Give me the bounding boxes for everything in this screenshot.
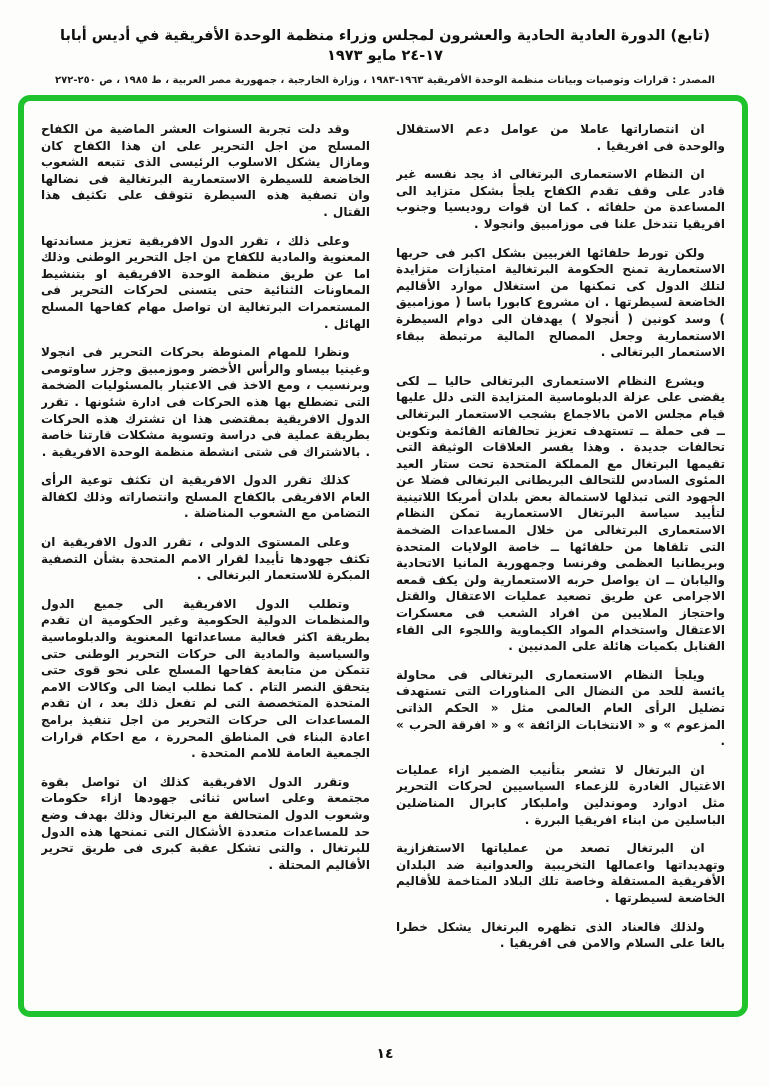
two-column-text [24, 101, 742, 1011]
paragraph: وقد دلت تجربة السنوات العشر الماضية من الكفاح المسلح من اجل التحرير على ان هذا الكفاح كان ومازال يشكل الاسلوب الرئيسى الذى تتبعه الشعوب الخاضعة للسيطرة الاستعمارية البرتغالية فى نضالها وان تصفية هذه السيطرة تتوقف على تكثيف هذا القتال . [41, 122, 370, 219]
column-left [41, 121, 370, 1001]
paragraph: ان النظام الاستعمارى البرتغالى اذ يجد نفسه غير قادر على وقف تقدم الكفاح يلجأ بشكل متزايد الى المساعدة من حلفائه . كما ان قوات روديسيا وجنوب افريقيا تتدخل علنا فى موزامبيق وانجولا . [396, 167, 725, 231]
paragraph: ولذلك فالعناد الذى تظهره البرتغال يشكل خطرا بالغا على السلام والامن فى افريقيا . [396, 919, 725, 951]
paragraph: وعلى ذلك ، تقرر الدول الافريقية تعزيز مساندتها المعنوية والمادية للكفاح من اجل التحرير الوطنى وذلك اما عن طريق منظمة الوحدة الافريقية او بتنشيط المعاونات الثنائية حتى يتسنى لحركات التحرير فى المستعمرات البرتغالية ان تواصل مهام كفاحها المسلح الهائل . [41, 233, 370, 331]
paragraph: وعلى المستوى الدولى ، تقرر الدول الافريقية ان تكثف جهودها تأييدا لقرار الامم المتحدة بشأن التصفية المبكرة للاستعمار البرتغالى . [41, 535, 370, 583]
source-citation: المصدر : قرارات وتوصيات وبيانات منظمة الوحدة الأفريقية ١٩٦٣-١٩٨٣ ، وزارة الخارجية ، جمهورية مصر العربية ، ط ١٩٨٥ ، ص ٢٥٠-٢٧٢ [55, 74, 715, 86]
highlight-frame [18, 95, 748, 1017]
paragraph: كذلك تقرر الدول الافريقية ان تكثف توعية الرأى العام الافريقى بالكفاح المسلح وانتصاراته وذلك لكفالة التضامن مع الشعوب المناضلة . [41, 473, 370, 521]
paragraph: ولكن تورط حلفائها الغربيين بشكل اكبر فى حربها الاستعمارية تمنح الحكومة البرتغالية امتيازات متزايدة لتلك الدول كى تمكنها من استغلال موارد الأقاليم الخاضعة لسيطرتها . ان مشروع كابورا باسا ( موزامبيق ) وسد كونين ( أنجولا ) يهدفان الى دوام السيطرة الاستعمارية وجعل المصالح المالية مرتبطة ببقاء الاستعمار البرتغالى . [396, 245, 725, 360]
paragraph: ان البرتغال لا تشعر بتأنيب الضمير ازاء عمليات الاغتيال الغادرة للزعماء السياسيين لحركات التحرير مثل ادوارد وموندلين واملبكار كابرال المناضلين الباسلين من ابناء افريقيا البررة . [396, 762, 725, 827]
page-header [0, 0, 770, 88]
column-right [396, 121, 725, 1001]
paragraph: وتطلب الدول الافريقية الى جميع الدول والمنظمات الدولية الحكومية وغير الحكومية ان تقدم بطريقة اكثر فعالية مساعداتها المعنوية والدبلوماسية والسياسية والمادية الى حركات التحرير الوطنى حتى تتمكن من متابعة كفاحها المسلح على نحو قوى حتى يتحقق النصر التام . كما نطلب ايضا الى وكالات الامم المتحدة المتخصصة التى لم تفعل ذلك بعد ، ان تقدم المساعدات الى حركات التحرير من اجل تنفيذ برامج اعادة البناء فى المناطق المحررة ، مع احكام قرارات الجمعية العامة للامم المتحدة . [41, 596, 370, 761]
paragraph: ونظرا للمهام المنوطة بحركات التحرير فى انجولا وغينيا بيساو والرأس الأخضر وموزمبيق وجزر ساوتومى وبرنسيب ، ومع الاخذ فى الاعتبار بالمسئوليات الضخمة التى تضطلع بها هذه الحركات فى ادارة شئونها . تقرر الدول الافريقية بمقتضى هذا ان تشترك هذه الحركات بطريقة عملية فى دراسة وتسوية مشكلات قارتنا خاصة . بالاشتراك فى شتى انشطة منظمة الوحدة الافريقية . [41, 345, 370, 459]
page-footer [0, 1043, 770, 1062]
paragraph: ان البرتغال تصعد من عملياتها الاستفزازية وتهديداتها واعمالها التخريبية والعدوانية ضد البلدان الأفريقية المستقلة وخاصة تلك البلاد المتاخمة للأقاليم الخاضعة لسيطرتها . [396, 841, 725, 905]
paragraph: ان انتصاراتها عاملا من عوامل دعم الاستقلال والوحدة فى افريقيا . [396, 122, 725, 153]
session-title: (تابع) الدورة العادية الحادية والعشرون لمجلس وزراء منظمة الوحدة الأفريقية في أديس أبابا ١٧-٢٤ مايو ١٩٧٣ [60, 28, 710, 65]
paragraph: ويلجأ النظام الاستعمارى البرتغالى فى محاولة يائسة للحد من النضال الى المناورات التى تستهدف تضليل الرأى العام العالمى مثل « الحكم الذاتى المزعوم » و « الانتخابات الزائفة » و « افرقة الحرب » . [396, 667, 725, 749]
page-number: ١٤ [376, 1046, 394, 1062]
paragraph: وتقرر الدول الافريقية كذلك ان تواصل بقوة مجتمعة وعلى اساس ثنائى جهودها ازاء حكومات وشعوب الدول المتحالفة مع البرتغال وذلك بهدف وضع حد للمساعدات متعددة الأشكال التى تمنحها هذه الدول للبرتغال . والتى تشكل عقبة كبرى فى طريق تحرير الأقاليم المحتلة . [41, 774, 370, 872]
paragraph: ويشرع النظام الاستعمارى البرتغالى حاليا ــ لكى يقضى على عزلة الدبلوماسية المتزايدة التى دلل عليها قيام مجلس الامن بالاجماع بشجب الاستعمار البرتغالى ــ فى حملة ــ تستهدف تعزيز تحالفاته القائمة وتكوين تحالفات جديدة . وهذا يفسر العلاقات الوثيقة التى تقيمها البرتغال مع المملكة المتحدة تحت ستار العيد المئوى السادس للتحالف البريطانى البرتغالى فضلا عن الجهود التى تبذلها لاستمالة بعض بلدان أمريكا اللاتينية لتأييد سياسة البرتغال الاستعمارية تمكن النظام الاستعمارى البرتغالى من خلال المساعدات الضخمة التى تلقاها من حلفائها ــ خاصة الولايات المتحدة وبريطانيا العظمى وفرنسا وجمهورية المانيا الاتحادية واليابان ــ ان يواصل حربه الاستعمارية ولن يكف قمعه الاجرامى عن طريق تصعيد عمليات الاعتقال والقتل واحتجاز الملايين من افراد الشعب فى معسكرات الاعتقال واستخدام المواد الكيماوية واللجوء الى القاء القنابل بكميات هائلة على المدنيين . [396, 373, 725, 654]
